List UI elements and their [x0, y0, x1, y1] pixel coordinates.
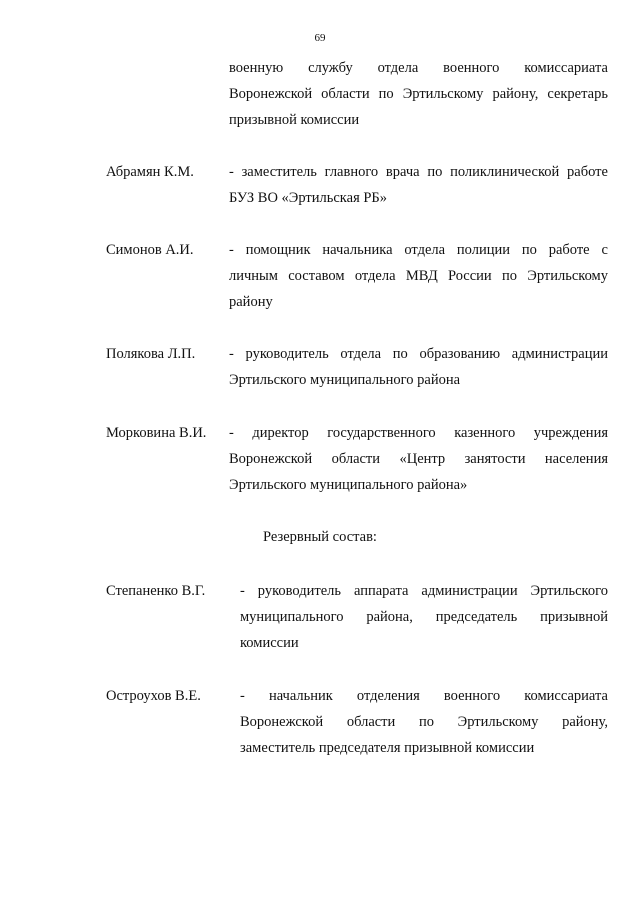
- word: врача: [385, 164, 420, 180]
- member-position-line-2: [229, 267, 608, 285]
- word: помощник: [245, 242, 311, 258]
- word: аппарата: [353, 583, 409, 599]
- word: по: [521, 242, 537, 258]
- word: -: [229, 425, 234, 441]
- word: отдела: [377, 60, 419, 76]
- word: Эртильскому: [457, 714, 539, 730]
- word: полиции: [456, 242, 511, 258]
- word: поликлинической: [450, 164, 560, 180]
- word: по: [501, 268, 517, 284]
- reserve-position-line-2: [240, 713, 608, 731]
- reserve-heading: Резервный состав:: [263, 529, 377, 545]
- reserve-position-line-1: [240, 687, 608, 705]
- word: образованию: [419, 346, 501, 362]
- word: -: [229, 242, 234, 258]
- page-number: 69: [314, 32, 326, 44]
- word: отделения: [356, 688, 420, 704]
- word: призывной: [540, 609, 608, 625]
- word: военного: [443, 60, 500, 76]
- word: службу: [308, 60, 353, 76]
- word: председатель: [435, 609, 518, 625]
- word: -: [240, 688, 245, 704]
- word: отдела: [354, 268, 396, 284]
- word: администрации: [421, 583, 518, 599]
- word: заместитель: [241, 164, 317, 180]
- word: составом: [288, 268, 345, 284]
- word: администрации: [511, 346, 608, 362]
- word: главного: [324, 164, 379, 180]
- word: директор: [252, 425, 309, 441]
- member-position-line-1: [229, 241, 608, 259]
- word: Эртильскому: [527, 268, 608, 284]
- word: области: [331, 451, 381, 467]
- word: секретарь: [547, 86, 608, 102]
- word: работе: [548, 242, 590, 258]
- member-position-line-2: БУЗ ВО «Эртильская РБ»: [229, 190, 388, 206]
- member-position-line-3: району: [229, 294, 273, 310]
- word: области: [321, 86, 370, 102]
- word: России: [447, 268, 492, 284]
- member-position-line-2: [229, 450, 608, 468]
- continuation-line-2: [229, 85, 608, 103]
- word: -: [240, 583, 245, 599]
- member-position-line-1: [229, 163, 608, 181]
- word: МВД: [405, 268, 438, 284]
- word: с: [601, 242, 608, 258]
- reserve-member-name: Степаненко В.Г.: [106, 583, 206, 599]
- word: занятости: [464, 451, 526, 467]
- word: учреждения: [533, 425, 608, 441]
- word: Воронежской: [229, 451, 313, 467]
- word: по: [418, 714, 434, 730]
- member-name: Морковина В.И.: [106, 425, 207, 441]
- word: отдела: [404, 242, 446, 258]
- reserve-member-name: Остроухов В.Е.: [106, 688, 201, 704]
- word: казенного: [454, 425, 516, 441]
- word: личным: [229, 268, 278, 284]
- word: начальник: [268, 688, 333, 704]
- member-name: Симонов А.И.: [106, 242, 194, 258]
- member-name: Абрамян К.М.: [106, 164, 194, 180]
- word: по: [427, 164, 443, 180]
- word: району,: [492, 86, 539, 102]
- word: по: [392, 346, 408, 362]
- word: муниципального: [240, 609, 344, 625]
- word: области: [346, 714, 396, 730]
- member-position-line-2: Эртильского муниципального района: [229, 372, 461, 388]
- word: военную: [229, 60, 284, 76]
- word: военного: [443, 688, 501, 704]
- word: начальника: [322, 242, 393, 258]
- word: -: [229, 164, 234, 180]
- word: отдела: [340, 346, 382, 362]
- word: Воронежской: [240, 714, 324, 730]
- reserve-position-line-3: комиссии: [240, 635, 299, 651]
- word: по: [378, 86, 394, 102]
- word: комиссариата: [524, 60, 608, 76]
- word: района,: [366, 609, 413, 625]
- word: государственного: [327, 425, 436, 441]
- word: руководитель: [257, 583, 342, 599]
- word: -: [229, 346, 234, 362]
- member-position-line-3: Эртильского муниципального района»: [229, 477, 468, 493]
- word: руководитель: [245, 346, 329, 362]
- word: Воронежской: [229, 86, 313, 102]
- reserve-position-line-3: заместитель председателя призывной комиссии: [240, 740, 535, 756]
- word: Эртильскому: [402, 86, 484, 102]
- member-position-line-1: [229, 345, 608, 363]
- word: населения: [544, 451, 608, 467]
- word: работе: [567, 164, 608, 180]
- continuation-line-3: призывной комиссии: [229, 112, 360, 128]
- member-name: Полякова Л.П.: [106, 346, 196, 362]
- word: Эртильского: [530, 583, 608, 599]
- member-position-line-1: [229, 424, 608, 442]
- reserve-position-line-2: [240, 608, 608, 626]
- word: району,: [562, 714, 608, 730]
- reserve-position-line-1: [240, 582, 608, 600]
- continuation-line-1: [229, 59, 608, 77]
- word: комиссариата: [524, 688, 608, 704]
- word: «Центр: [399, 451, 446, 467]
